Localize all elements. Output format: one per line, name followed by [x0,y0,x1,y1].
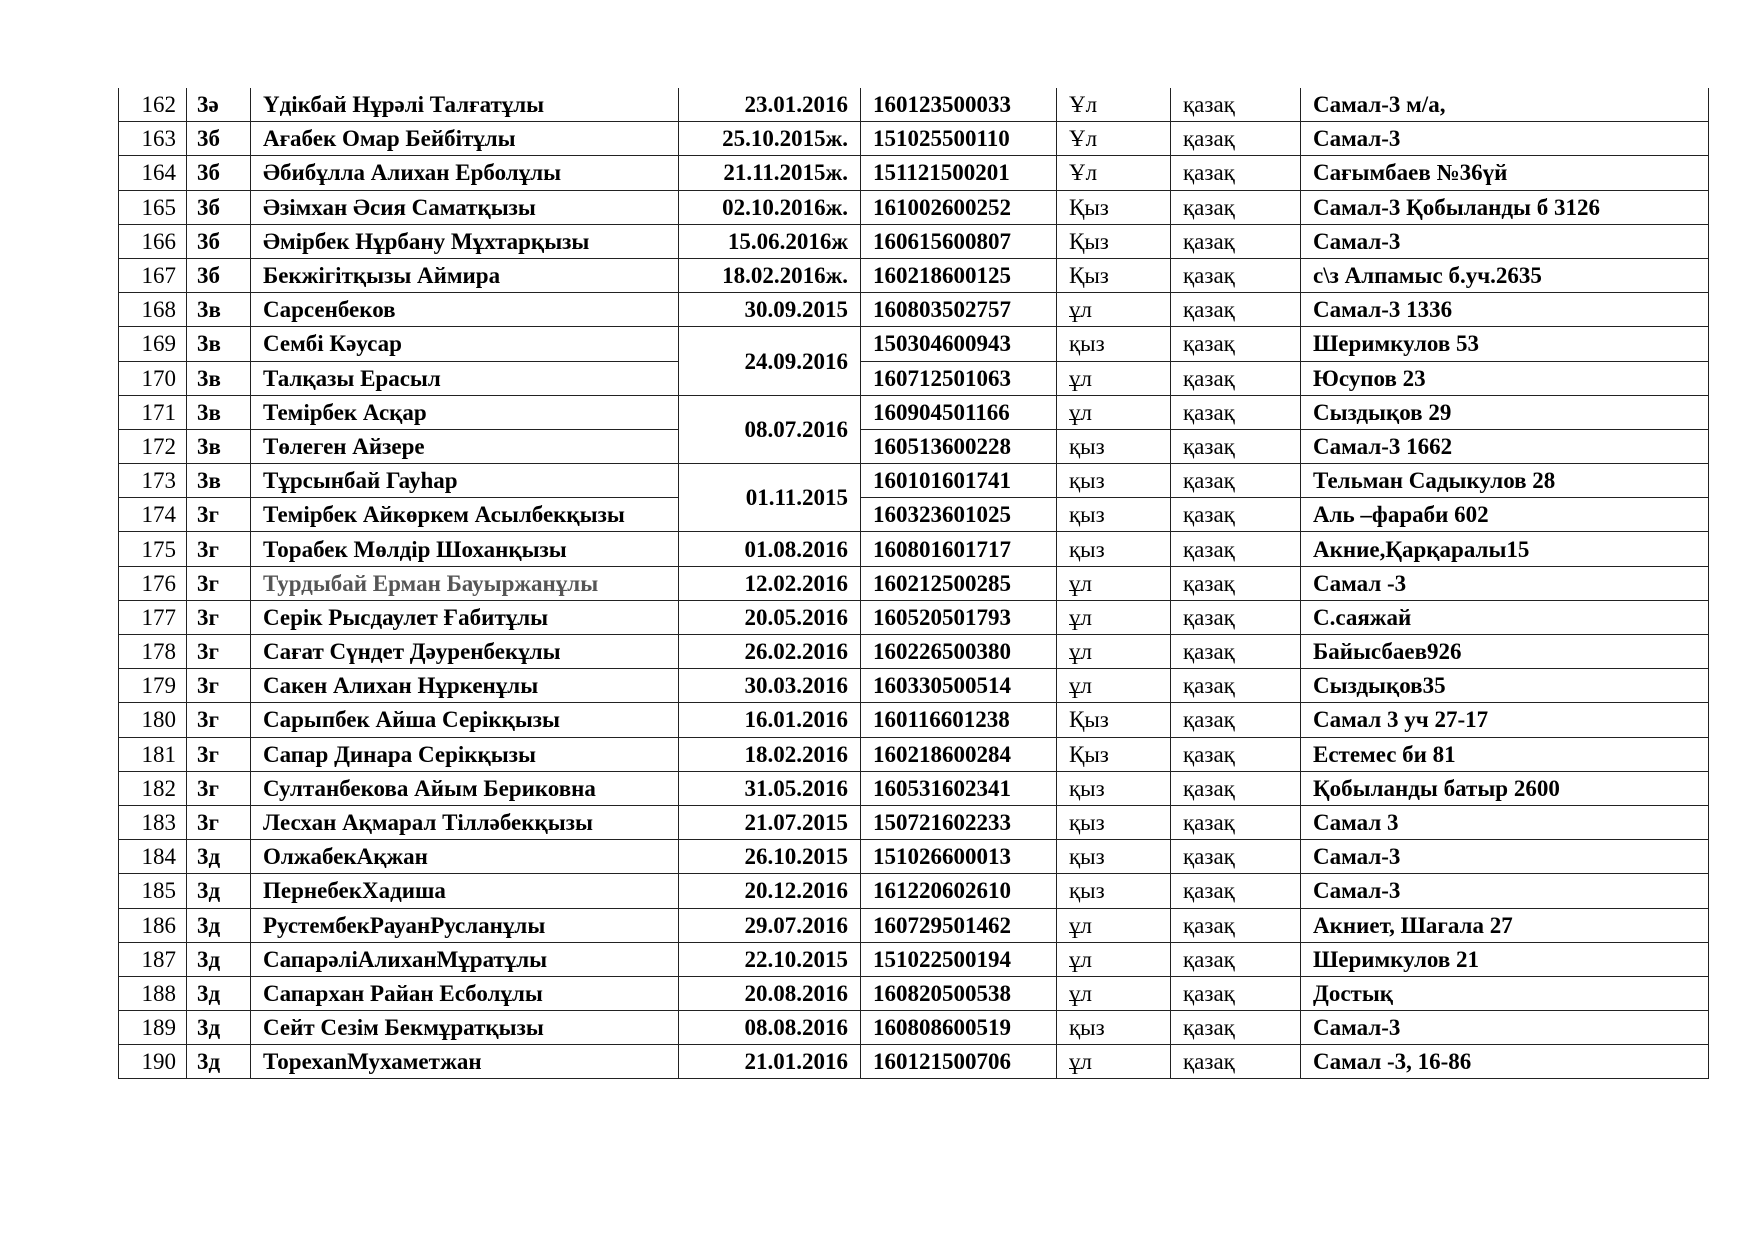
row-number: 189 [119,1011,187,1045]
class-cell: 3в [187,293,251,327]
row-number: 184 [119,840,187,874]
nationality-cell: қазақ [1171,840,1301,874]
student-name: Сейт Сезім Бекмұратқызы [251,1011,679,1045]
student-name: Темірбек Асқар [251,395,679,429]
table-row [119,703,1709,737]
iin-cell: 151022500194 [861,942,1057,976]
nationality-cell: қазақ [1171,703,1301,737]
gender-cell: қыз [1057,532,1171,566]
birth-date: 15.06.2016ж [679,224,861,258]
birth-date: 21.11.2015ж. [679,156,861,190]
row-number: 168 [119,293,187,327]
gender-cell: қыз [1057,805,1171,839]
address-cell: Байысбаев926 [1301,635,1709,669]
nationality-cell: қазақ [1171,258,1301,292]
nationality-cell: қазақ [1171,600,1301,634]
table-row [119,908,1709,942]
row-number: 187 [119,942,187,976]
address-cell: Тельман Садыкулов 28 [1301,464,1709,498]
birth-date: 29.07.2016 [679,908,861,942]
iin-cell: 160116601238 [861,703,1057,737]
table-row [119,805,1709,839]
nationality-cell: қазақ [1171,395,1301,429]
birth-date: 20.12.2016 [679,874,861,908]
class-cell: 3г [187,669,251,703]
nationality-cell: қазақ [1171,1011,1301,1045]
class-cell: 3д [187,1045,251,1079]
table-row [119,464,1709,498]
row-number: 173 [119,464,187,498]
nationality-cell: қазақ [1171,327,1301,361]
gender-cell: ұл [1057,976,1171,1010]
table-row [119,840,1709,874]
birth-date: 16.01.2016 [679,703,861,737]
table-row [119,327,1709,361]
nationality-cell: қазақ [1171,88,1301,122]
student-name: Сапархан Райан Есболұлы [251,976,679,1010]
class-cell: 3в [187,429,251,463]
birth-date: 23.01.2016 [679,88,861,122]
table-row [119,566,1709,600]
student-name: ПернебекХадиша [251,874,679,908]
class-cell: 3д [187,874,251,908]
iin-cell: 160123500033 [861,88,1057,122]
address-cell: Самал-3 [1301,1011,1709,1045]
gender-cell: ұл [1057,566,1171,600]
address-cell: Акниет, Шагала 27 [1301,908,1709,942]
birth-date: 18.02.2016ж. [679,258,861,292]
address-cell: Достық [1301,976,1709,1010]
address-cell: Аль –фараби 602 [1301,498,1709,532]
gender-cell: қыз [1057,840,1171,874]
class-cell: 3д [187,908,251,942]
row-number: 185 [119,874,187,908]
row-number: 175 [119,532,187,566]
class-cell: 3г [187,771,251,805]
table-row [119,942,1709,976]
gender-cell: қыз [1057,327,1171,361]
nationality-cell: қазақ [1171,874,1301,908]
class-cell: 3в [187,361,251,395]
address-cell: Самал-3 [1301,122,1709,156]
student-name: Сакен Алихан Нұркенұлы [251,669,679,703]
student-name: Сембі Кәусар [251,327,679,361]
gender-cell: ұл [1057,669,1171,703]
student-name: Сарсенбеков [251,293,679,327]
student-name: Торабек Мөлдір Шоханқызы [251,532,679,566]
class-cell: 3б [187,224,251,258]
birth-date: 01.11.2015 [679,464,861,532]
iin-cell: 160520501793 [861,600,1057,634]
table-row [119,635,1709,669]
birth-date: 30.09.2015 [679,293,861,327]
student-name: Сарыпбек Айша Серікқызы [251,703,679,737]
iin-cell: 151121500201 [861,156,1057,190]
iin-cell: 161220602610 [861,874,1057,908]
address-cell: Шеримкулов 21 [1301,942,1709,976]
nationality-cell: қазақ [1171,942,1301,976]
class-cell: 3г [187,737,251,771]
table-row [119,429,1709,463]
gender-cell: ұл [1057,361,1171,395]
birth-date: 26.02.2016 [679,635,861,669]
student-name: Тұрсынбай Гауһар [251,464,679,498]
row-number: 167 [119,258,187,292]
iin-cell: 150721602233 [861,805,1057,839]
address-cell: Самал-3 1662 [1301,429,1709,463]
row-number: 162 [119,88,187,122]
nationality-cell: қазақ [1171,498,1301,532]
table-row [119,669,1709,703]
address-cell: Самал-3 м/а, [1301,88,1709,122]
student-name: Лесхан Ақмарал Тілләбекқызы [251,805,679,839]
address-cell: Қобыланды батыр 2600 [1301,771,1709,805]
row-number: 163 [119,122,187,156]
iin-cell: 160101601741 [861,464,1057,498]
birth-date: 12.02.2016 [679,566,861,600]
gender-cell: қыз [1057,464,1171,498]
nationality-cell: қазақ [1171,635,1301,669]
address-cell: Сағымбаев №36үй [1301,156,1709,190]
gender-cell: Қыз [1057,190,1171,224]
nationality-cell: қазақ [1171,737,1301,771]
iin-cell: 160801601717 [861,532,1057,566]
nationality-cell: қазақ [1171,190,1301,224]
iin-cell: 160218600284 [861,737,1057,771]
class-cell: 3г [187,805,251,839]
iin-cell: 160121500706 [861,1045,1057,1079]
table-row [119,224,1709,258]
student-name: Серік Рысдаулет Ғабитұлы [251,600,679,634]
address-cell: Самал-3 [1301,840,1709,874]
row-number: 169 [119,327,187,361]
gender-cell: ұл [1057,1045,1171,1079]
student-name: Султанбекова Айым Бериковна [251,771,679,805]
table-row [119,156,1709,190]
nationality-cell: қазақ [1171,224,1301,258]
nationality-cell: қазақ [1171,976,1301,1010]
address-cell: Акние,Қарқаралы15 [1301,532,1709,566]
birth-date: 22.10.2015 [679,942,861,976]
birth-date: 26.10.2015 [679,840,861,874]
class-cell: 3г [187,703,251,737]
address-cell: Самал 3 уч 27-17 [1301,703,1709,737]
gender-cell: Қыз [1057,737,1171,771]
address-cell: Самал-3 1336 [1301,293,1709,327]
student-name: Талқазы Ерасыл [251,361,679,395]
iin-cell: 151025500110 [861,122,1057,156]
table-row [119,1045,1709,1079]
nationality-cell: қазақ [1171,908,1301,942]
address-cell: Сыздықов35 [1301,669,1709,703]
row-number: 174 [119,498,187,532]
birth-date: 24.09.2016 [679,327,861,395]
class-cell: 3б [187,156,251,190]
birth-date: 30.03.2016 [679,669,861,703]
row-number: 171 [119,395,187,429]
row-number: 172 [119,429,187,463]
table-row [119,361,1709,395]
table-row [119,190,1709,224]
table-row [119,258,1709,292]
iin-cell: 160615600807 [861,224,1057,258]
student-name: Әзімхан Әсия Саматқызы [251,190,679,224]
iin-cell: 160820500538 [861,976,1057,1010]
address-cell: Самал-3 [1301,224,1709,258]
row-number: 165 [119,190,187,224]
nationality-cell: қазақ [1171,566,1301,600]
nationality-cell: қазақ [1171,1045,1301,1079]
gender-cell: ұл [1057,395,1171,429]
table-row [119,395,1709,429]
row-number: 181 [119,737,187,771]
student-name: РустембекРауанРусланұлы [251,908,679,942]
row-number: 190 [119,1045,187,1079]
row-number: 177 [119,600,187,634]
table-row [119,600,1709,634]
iin-cell: 160218600125 [861,258,1057,292]
birth-date: 21.07.2015 [679,805,861,839]
address-cell: Сыздықов 29 [1301,395,1709,429]
student-name: Ағабек Омар Бейбітұлы [251,122,679,156]
gender-cell: Ұл [1057,156,1171,190]
address-cell: Юсупов 23 [1301,361,1709,395]
class-cell: 3в [187,395,251,429]
iin-cell: 160904501166 [861,395,1057,429]
birth-date: 02.10.2016ж. [679,190,861,224]
class-cell: 3д [187,840,251,874]
gender-cell: ұл [1057,908,1171,942]
address-cell: Самал -3, 16-86 [1301,1045,1709,1079]
table-body [119,88,1709,1079]
row-number: 186 [119,908,187,942]
nationality-cell: қазақ [1171,464,1301,498]
table-row [119,498,1709,532]
class-cell: 3г [187,635,251,669]
address-cell: Самал -3 [1301,566,1709,600]
nationality-cell: қазақ [1171,669,1301,703]
class-cell: 3г [187,532,251,566]
iin-cell: 160712501063 [861,361,1057,395]
row-number: 180 [119,703,187,737]
table-row [119,874,1709,908]
gender-cell: қыз [1057,771,1171,805]
nationality-cell: қазақ [1171,156,1301,190]
class-cell: 3в [187,327,251,361]
class-cell: 3б [187,258,251,292]
birth-date: 01.08.2016 [679,532,861,566]
address-cell: Самал-3 Қобыланды б 3126 [1301,190,1709,224]
gender-cell: қыз [1057,874,1171,908]
iin-cell: 150304600943 [861,327,1057,361]
class-cell: 3в [187,464,251,498]
row-number: 170 [119,361,187,395]
table-row [119,532,1709,566]
class-cell: 3д [187,942,251,976]
class-cell: 3б [187,122,251,156]
gender-cell: қыз [1057,429,1171,463]
class-cell: 3б [187,190,251,224]
student-name: Сапар Динара Серікқызы [251,737,679,771]
class-cell: 3д [187,976,251,1010]
class-cell: 3г [187,566,251,600]
student-name: Төлеген Айзере [251,429,679,463]
class-cell: 3г [187,600,251,634]
iin-cell: 160212500285 [861,566,1057,600]
student-name: Сағат Сүндет Дәуренбекұлы [251,635,679,669]
nationality-cell: қазақ [1171,361,1301,395]
gender-cell: Қыз [1057,224,1171,258]
iin-cell: 161002600252 [861,190,1057,224]
iin-cell: 160330500514 [861,669,1057,703]
gender-cell: қыз [1057,498,1171,532]
student-name: ТорехanМухаметжан [251,1045,679,1079]
nationality-cell: қазақ [1171,429,1301,463]
table-row [119,737,1709,771]
student-name: Әмірбек Нұрбану Мұхтарқызы [251,224,679,258]
birth-date: 25.10.2015ж. [679,122,861,156]
gender-cell: Қыз [1057,703,1171,737]
gender-cell: ұл [1057,635,1171,669]
student-name: Әбибұлла Алихан Ерболұлы [251,156,679,190]
nationality-cell: қазақ [1171,532,1301,566]
row-number: 176 [119,566,187,600]
nationality-cell: қазақ [1171,293,1301,327]
birth-date: 21.01.2016 [679,1045,861,1079]
table-row [119,771,1709,805]
student-name: Үдікбай Нұрәлі Талғатұлы [251,88,679,122]
gender-cell: ұл [1057,293,1171,327]
student-name: СапарәліАлиханМұратұлы [251,942,679,976]
row-number: 166 [119,224,187,258]
birth-date: 18.02.2016 [679,737,861,771]
gender-cell: ұл [1057,600,1171,634]
iin-cell: 160226500380 [861,635,1057,669]
birth-date: 20.08.2016 [679,976,861,1010]
row-number: 183 [119,805,187,839]
birth-date: 31.05.2016 [679,771,861,805]
address-cell: Самал 3 [1301,805,1709,839]
iin-cell: 160803502757 [861,293,1057,327]
table-row [119,1011,1709,1045]
nationality-cell: қазақ [1171,122,1301,156]
row-number: 182 [119,771,187,805]
class-cell: 3ә [187,88,251,122]
birth-date: 08.08.2016 [679,1011,861,1045]
birth-date: 08.07.2016 [679,395,861,463]
iin-cell: 160531602341 [861,771,1057,805]
table-row [119,293,1709,327]
row-number: 179 [119,669,187,703]
class-cell: 3д [187,1011,251,1045]
student-name: Темірбек Айкөркем Асылбекқызы [251,498,679,532]
iin-cell: 160513600228 [861,429,1057,463]
row-number: 178 [119,635,187,669]
student-name: Турдыбай Ерман Бауыржанұлы [251,566,679,600]
table-row [119,122,1709,156]
row-number: 188 [119,976,187,1010]
address-cell: Естемес би 81 [1301,737,1709,771]
address-cell: С.саяжай [1301,600,1709,634]
row-number: 164 [119,156,187,190]
iin-cell: 160729501462 [861,908,1057,942]
gender-cell: Ұл [1057,88,1171,122]
iin-cell: 160808600519 [861,1011,1057,1045]
table-row [119,88,1709,122]
student-name: Бекжігітқызы Аймира [251,258,679,292]
gender-cell: Ұл [1057,122,1171,156]
address-cell: Шеримкулов 53 [1301,327,1709,361]
table-row [119,976,1709,1010]
gender-cell: ұл [1057,942,1171,976]
student-table [118,88,1709,1079]
nationality-cell: қазақ [1171,771,1301,805]
birth-date: 20.05.2016 [679,600,861,634]
address-cell: с\з Алпамыс б.уч.2635 [1301,258,1709,292]
iin-cell: 160323601025 [861,498,1057,532]
class-cell: 3г [187,498,251,532]
address-cell: Самал-3 [1301,874,1709,908]
gender-cell: қыз [1057,1011,1171,1045]
gender-cell: Қыз [1057,258,1171,292]
iin-cell: 151026600013 [861,840,1057,874]
nationality-cell: қазақ [1171,805,1301,839]
student-name: ОлжабекАқжан [251,840,679,874]
